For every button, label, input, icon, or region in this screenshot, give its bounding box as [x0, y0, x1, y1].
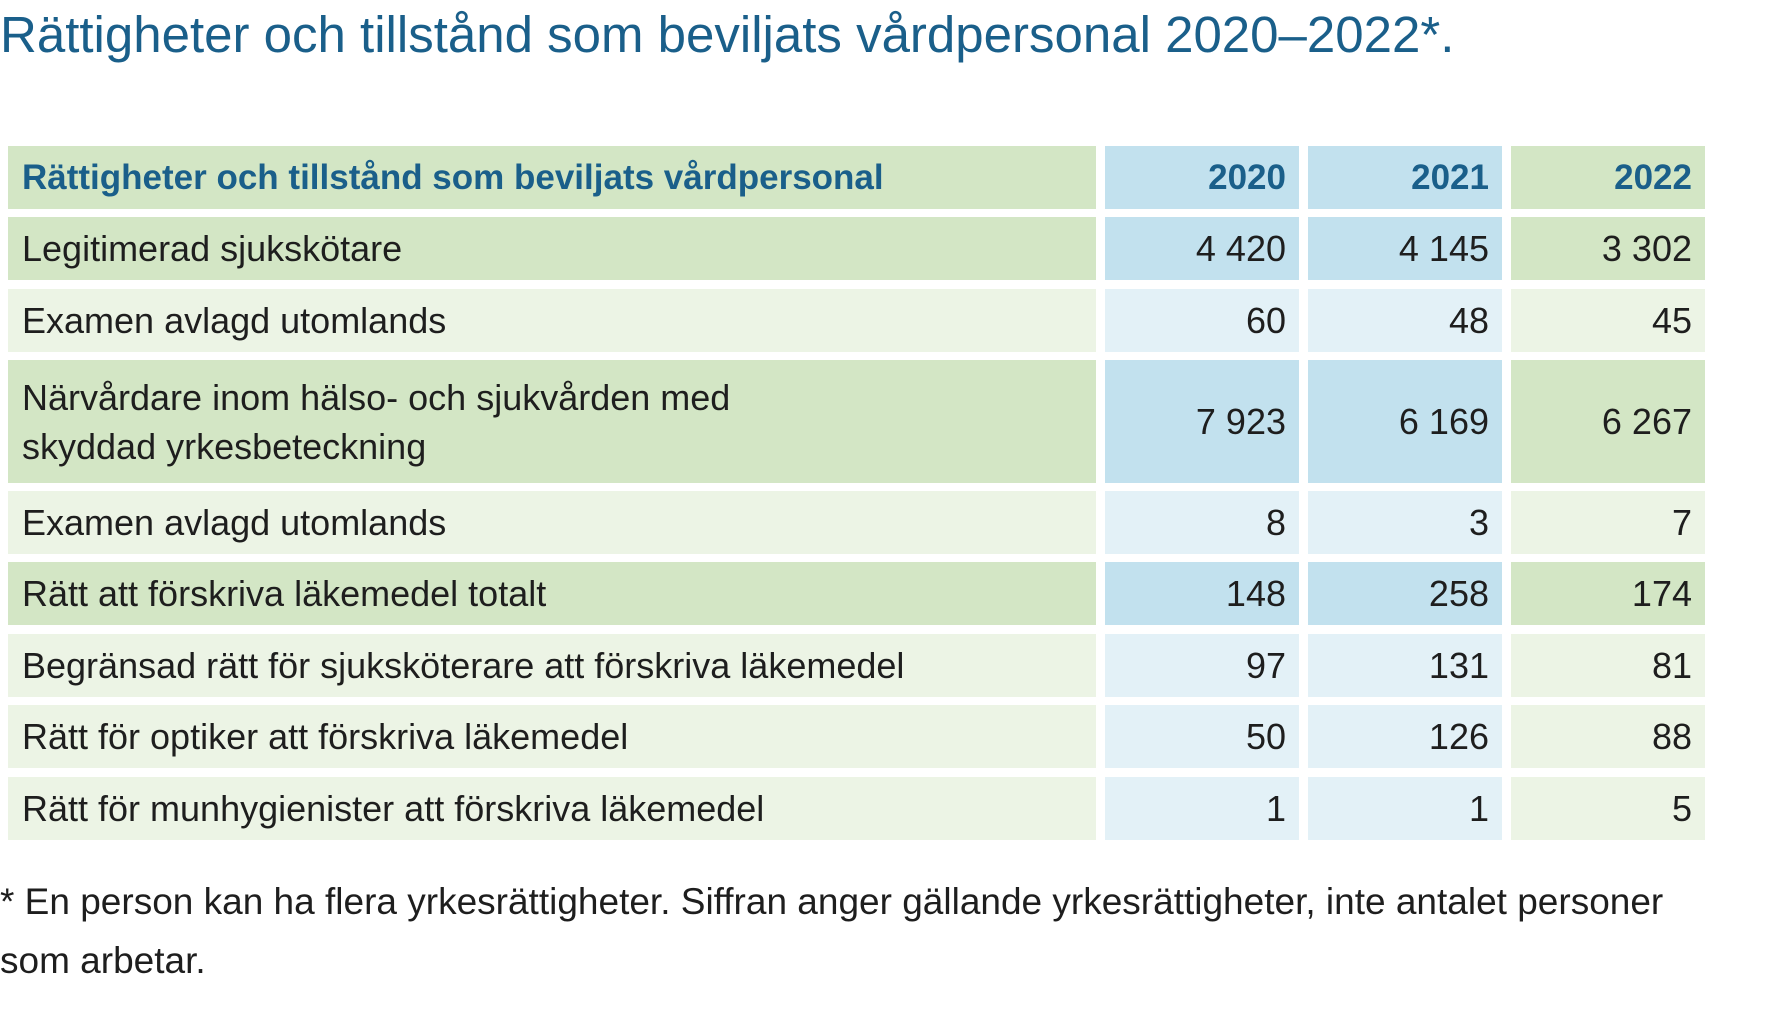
page-title: Rättigheter och tillstånd som beviljats vårdpersonal 2020–2022*.: [0, 6, 1455, 63]
row-value-2022: 45: [1511, 289, 1705, 352]
row-label: Examen avlagd utomlands: [8, 491, 1096, 554]
header-2021: 2021: [1308, 146, 1502, 209]
table-row: [8, 360, 1705, 483]
table-row: [8, 217, 1705, 280]
table-header-row: [8, 146, 1705, 209]
table-row: [8, 562, 1705, 625]
row-label: Rätt för optiker att förskriva läkemedel: [8, 705, 1096, 768]
table-row: [8, 634, 1705, 697]
row-label: Rätt för munhygienister att förskriva läkemedel: [8, 777, 1096, 840]
row-value-2021: 3: [1308, 491, 1502, 554]
row-value-2021: 126: [1308, 705, 1502, 768]
row-value-2020: 97: [1105, 634, 1299, 697]
row-label: Examen avlagd utomlands: [8, 289, 1096, 352]
header-label: Rättigheter och tillstånd som beviljats vårdpersonal: [8, 146, 1096, 209]
row-value-2020: 50: [1105, 705, 1299, 768]
row-value-2021: 258: [1308, 562, 1502, 625]
row-value-2021: 1: [1308, 777, 1502, 840]
table-row: [8, 777, 1705, 840]
row-label: Begränsad rätt för sjuksköterare att förskriva läkemedel: [8, 634, 1096, 697]
row-value-2021: 6 169: [1308, 360, 1502, 483]
row-value-2020: 148: [1105, 562, 1299, 625]
row-value-2022: 174: [1511, 562, 1705, 625]
table-row: [8, 491, 1705, 554]
row-label: Legitimerad sjukskötare: [8, 217, 1096, 280]
row-value-2022: 3 302: [1511, 217, 1705, 280]
row-value-2022: 81: [1511, 634, 1705, 697]
table-row: [8, 705, 1705, 768]
row-value-2020: 1: [1105, 777, 1299, 840]
row-value-2020: 7 923: [1105, 360, 1299, 483]
row-value-2022: 7: [1511, 491, 1705, 554]
row-value-2022: 88: [1511, 705, 1705, 768]
row-value-2020: 8: [1105, 491, 1299, 554]
row-value-2021: 131: [1308, 634, 1502, 697]
row-value-2020: 60: [1105, 289, 1299, 352]
row-label: Närvårdare inom hälso- och sjukvården med skyddad yrkesbeteckning: [8, 360, 1096, 483]
row-value-2020: 4 420: [1105, 217, 1299, 280]
footnote: * En person kan ha flera yrkesrättigheter. Siffran anger gällande yrkesrättigheter, inte antalet personer som arbetar.: [0, 881, 1664, 981]
header-2022: 2022: [1511, 146, 1705, 209]
table-row: [8, 289, 1705, 352]
row-value-2021: 48: [1308, 289, 1502, 352]
header-2020: 2020: [1105, 146, 1299, 209]
row-label: Rätt att förskriva läkemedel totalt: [8, 562, 1096, 625]
row-value-2022: 5: [1511, 777, 1705, 840]
row-value-2021: 4 145: [1308, 217, 1502, 280]
row-value-2022: 6 267: [1511, 360, 1705, 483]
